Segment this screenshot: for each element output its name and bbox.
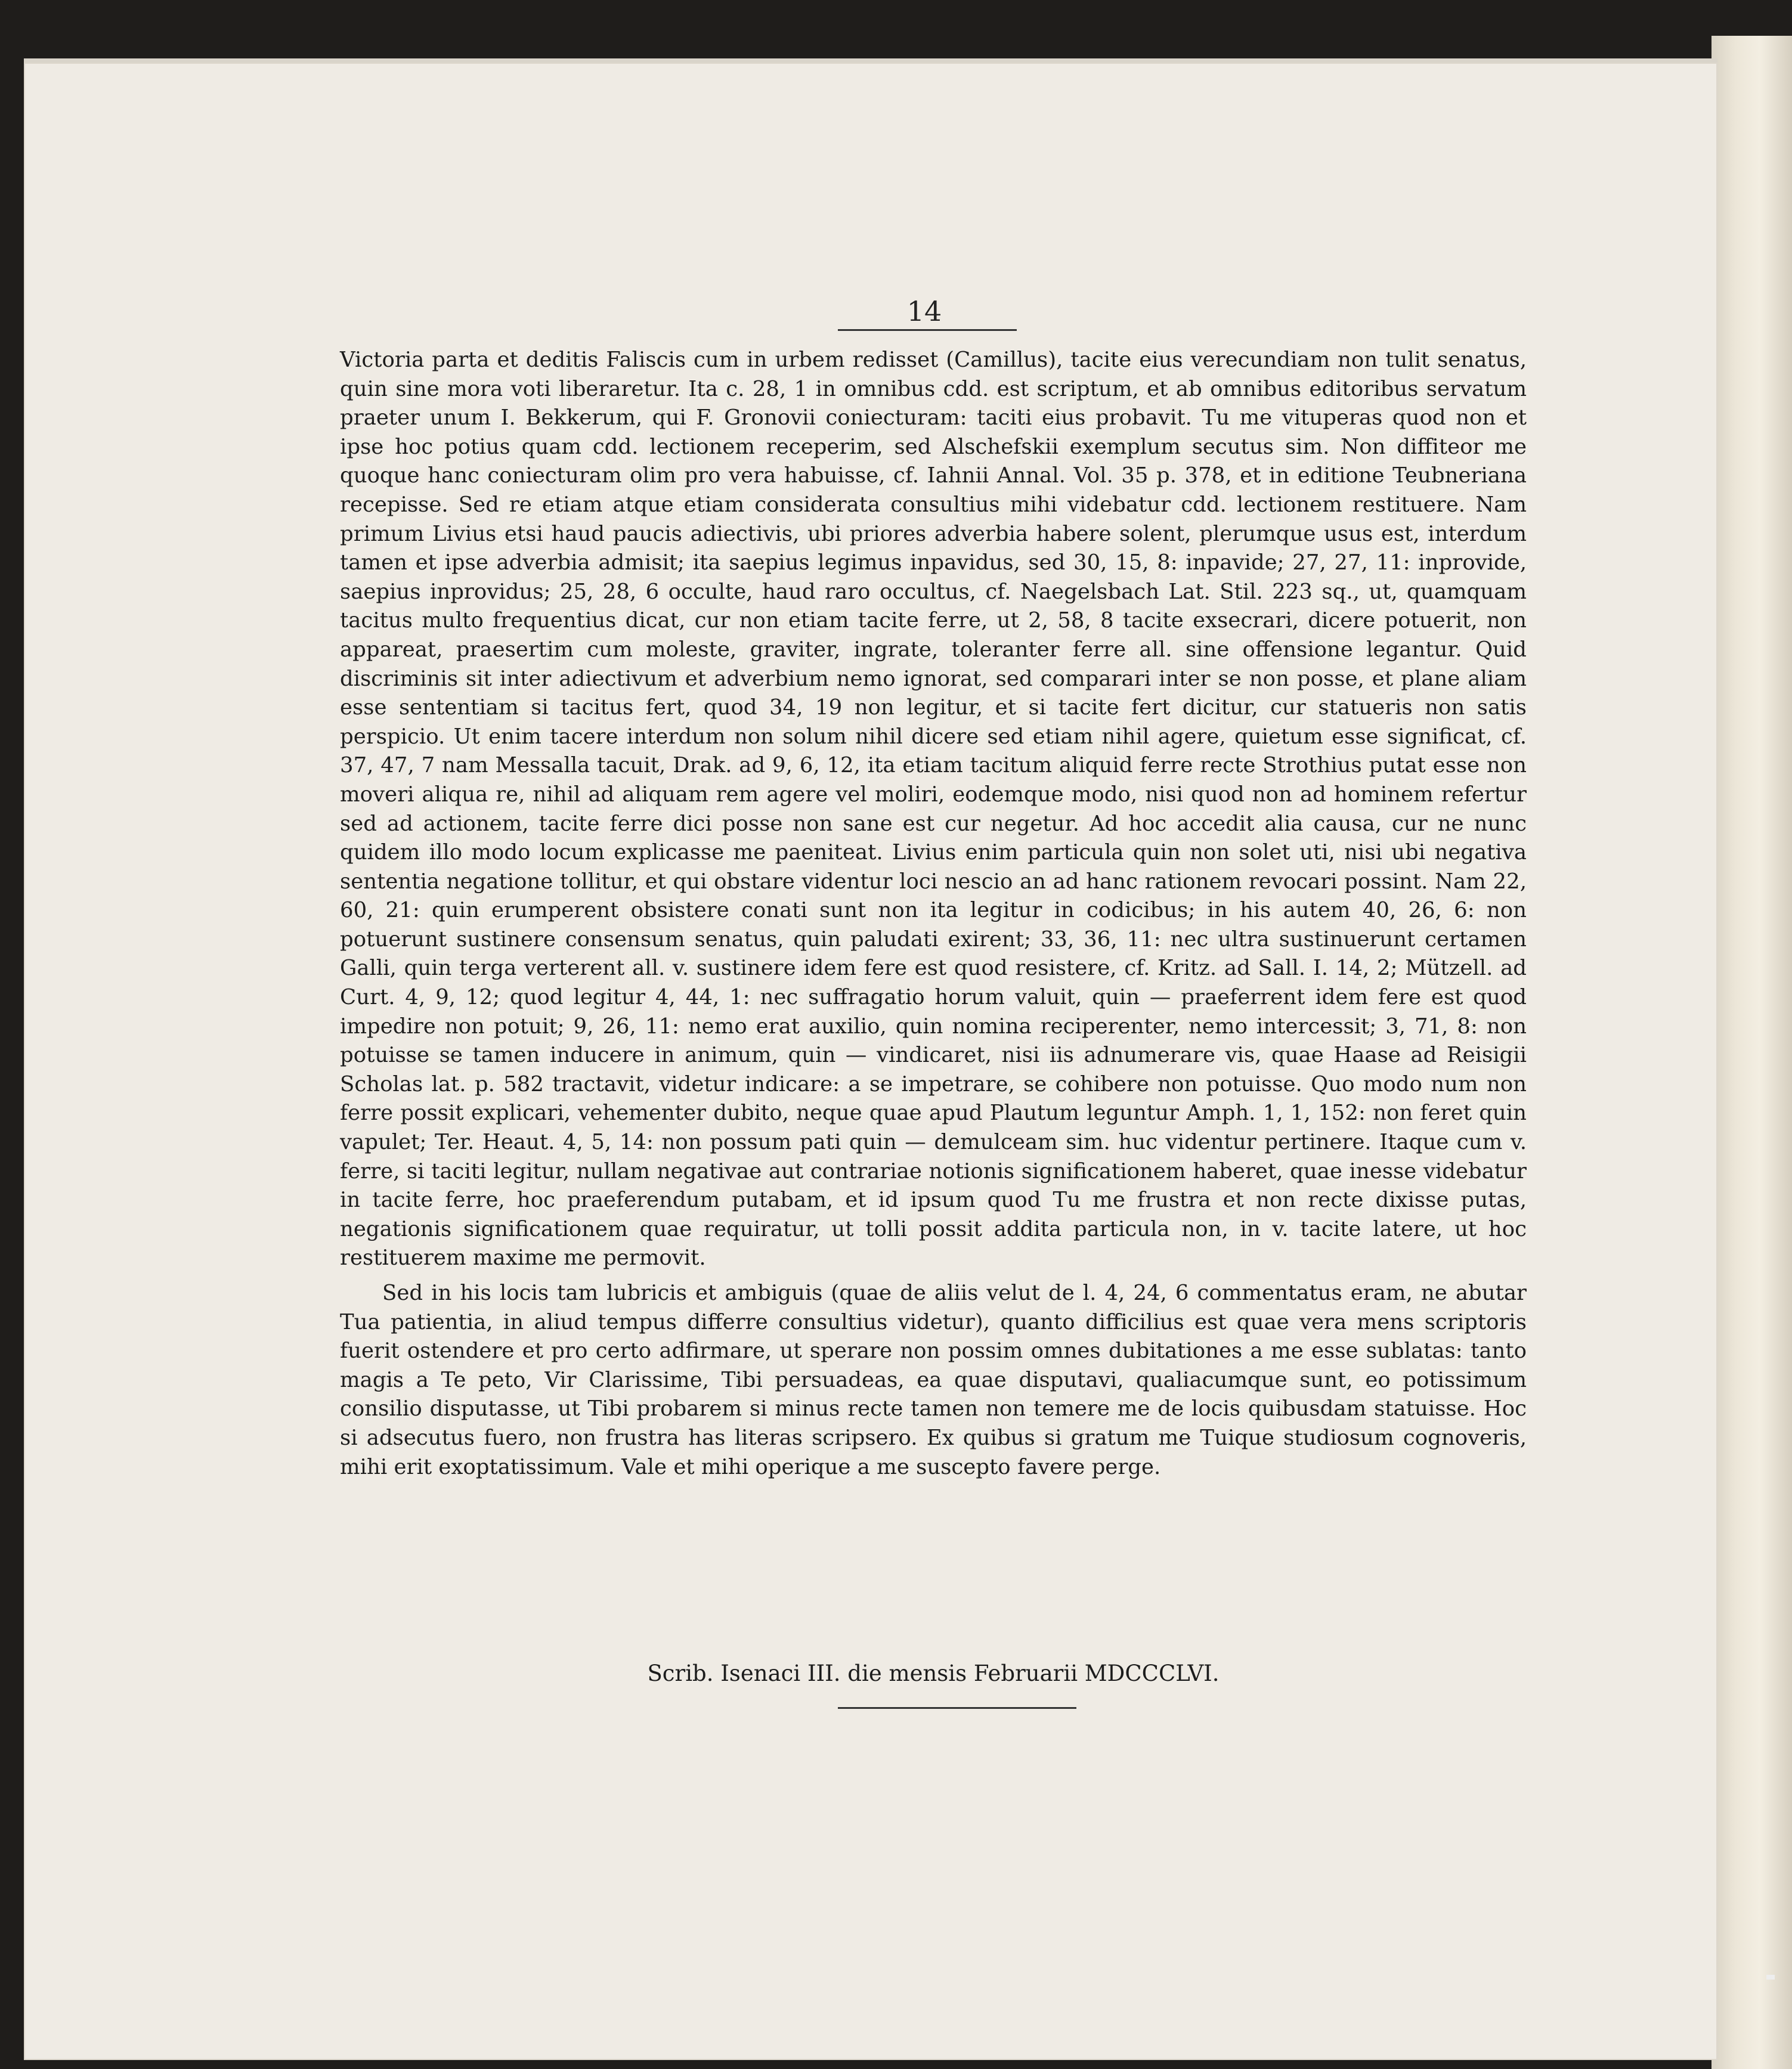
body-text [340, 346, 1527, 1482]
paragraph-2: Sed in his locis tam lubricis et ambiguis (quae de aliis velut de l. 4, 24, 6 commentatus eram, ne abutar Tua patientia, in aliud tempus differre consultius videtur), quanto difficilius est quae vera mens scriptoris fuerit ostendere et pro certo adfirmare, ut sperare non possim omnes dubitationes a me esse sublatas: tanto magis a Te peto, Vir Clarissime, Tibi persuadeas, ea quae disputavi, qualiacumque sunt, eo potissimum consilio disputasse, ut Tibi probarem si minus recte tamen non temere me de locis quibusdam statuisse. Hoc si adsecutus fuero, non frustra has literas scripsero. Ex quibus si gratum me Tuique studiosum cognoveris, mihi erit exoptatissimum. Vale et mihi operique a me suscepto favere perge. [340, 1281, 1527, 1479]
book-spine [1711, 36, 1792, 2069]
dust-speck [1766, 1975, 1775, 1980]
page-number-rule [838, 329, 1017, 331]
signature-line: Scrib. Isenaci III. die mensis Februarii MDCCCLVI. [647, 1661, 1220, 1686]
end-rule [838, 1707, 1076, 1709]
paragraph-1: Victoria parta et deditis Faliscis cum in urbem redisset (Camillus), tacite eius verecundiam non tulit senatus, quin sine mora voti liberaretur. Ita c. 28, 1 in omnibus cdd. est scriptum, et ab omnibus editoribus servatum praeter unum I. Bekkerum, qui F. Gronovii coniecturam: taciti eius probavit. Tu me vituperas quod non et ipse hoc potius quam cdd. lectionem receperim, sed Alschefskii exemplum secutus sim. Non diffiteor me quoque hanc coniecturam olim pro vera habuisse, cf. Iahnii Annal. Vol. 35 p. 378, et in editione Teubneriana recepisse. Sed re etiam atque etiam considerata consultius mihi videbatur cdd. lectionem restituere. Nam primum Livius etsi haud paucis adiectivis, ubi priores adverbia habere solent, plerumque usus est, interdum tamen et ipse adverbia admisit; ita saepius legimus inpavidus, sed 30, 15, 8: inpavide; 27, 27, 11: inprovide, saepius inprovidus; 25, 28, 6 occulte, haud raro occultus, cf. Naegelsbach Lat. Stil. 223 sq., ut, quamquam tacitus multo frequentius dicat, cur non etiam tacite ferre, ut 2, 58, 8 tacite exsecrari, dicere potuerit, non appareat, praesertim cum moleste, graviter, ingrate, toleranter ferre all. sine offensione legantur. Quid discriminis sit inter adiectivum et adverbium nemo ignorat, sed comparari inter se non posse, et plane aliam esse sententiam si tacitus fert, quod 34, 19 non legitur, et si tacite fert dicitur, cur statueris non satis perspicio. Ut enim tacere interdum non solum nihil dicere sed etiam nihil agere, quietum esse significat, cf. 37, 47, 7 nam Messalla tacuit, Drak. ad 9, 6, 12, ita etiam tacitum aliquid ferre recte Strothius putat esse non moveri aliqua re, nihil ad aliquam rem agere vel moliri, eodemque modo, nisi quod non ad hominem refertur sed ad actionem, tacite ferre dici posse non sane est cur negetur. Ad hoc accedit alia causa, cur ne nunc quidem illo modo locum explicasse me paeniteat. Livius enim particula quin non solet uti, nisi ubi negativa sententia negatione tollitur, et qui obstare videntur loci nescio an ad hanc rationem revocari possint. Nam 22, 60, 21: quin erumperent obsistere conati sunt non ita legitur in codicibus; in his autem 40, 26, 6: non potuerunt sustinere consensum senatus, quin paludati exirent; 33, 36, 11: nec ultra sustinuerunt certamen Galli, quin terga verterent all. v. sustinere idem fere est quod resistere, cf. Kritz. ad Sall. I. 14, 2; Mützell. ad Curt. 4, 9, 12; quod legitur 4, 44, 1: nec suffragatio horum valuit, quin — praeferrent idem fere est quod impedire non potuit; 9, 26, 11: nemo erat auxilio, quin nomina reciperenter, nemo intercessit; 3, 71, 8: non potuisse se tamen inducere in animum, quin — vindicaret, nisi iis adnumerare vis, quae Haase ad Reisigii Scholas lat. p. 582 tractavit, videtur indicare: a se impetrare, se cohibere non potuisse. Quo modo num non ferre possit explicari, vehementer dubito, neque quae apud Plautum leguntur Amph. 1, 1, 152: non feret quin vapulet; Ter. Heaut. 4, 5, 14: non possum pati quin — demulceam sim. huc videntur pertinere. Itaque cum v. ferre, si taciti legitur, nullam negativae aut contrariae notionis significationem haberet, quae inesse videbatur in tacite ferre, hoc praeferendum putabam, et id ipsum quod Tu me frustra et non recte dixisse putas, negationis significationem quae requiratur, ut tolli possit addita particula non, in v. tacite latere, ut hoc restituerem maxime me permovit. [340, 348, 1527, 1271]
page-number: 14 [906, 295, 942, 327]
